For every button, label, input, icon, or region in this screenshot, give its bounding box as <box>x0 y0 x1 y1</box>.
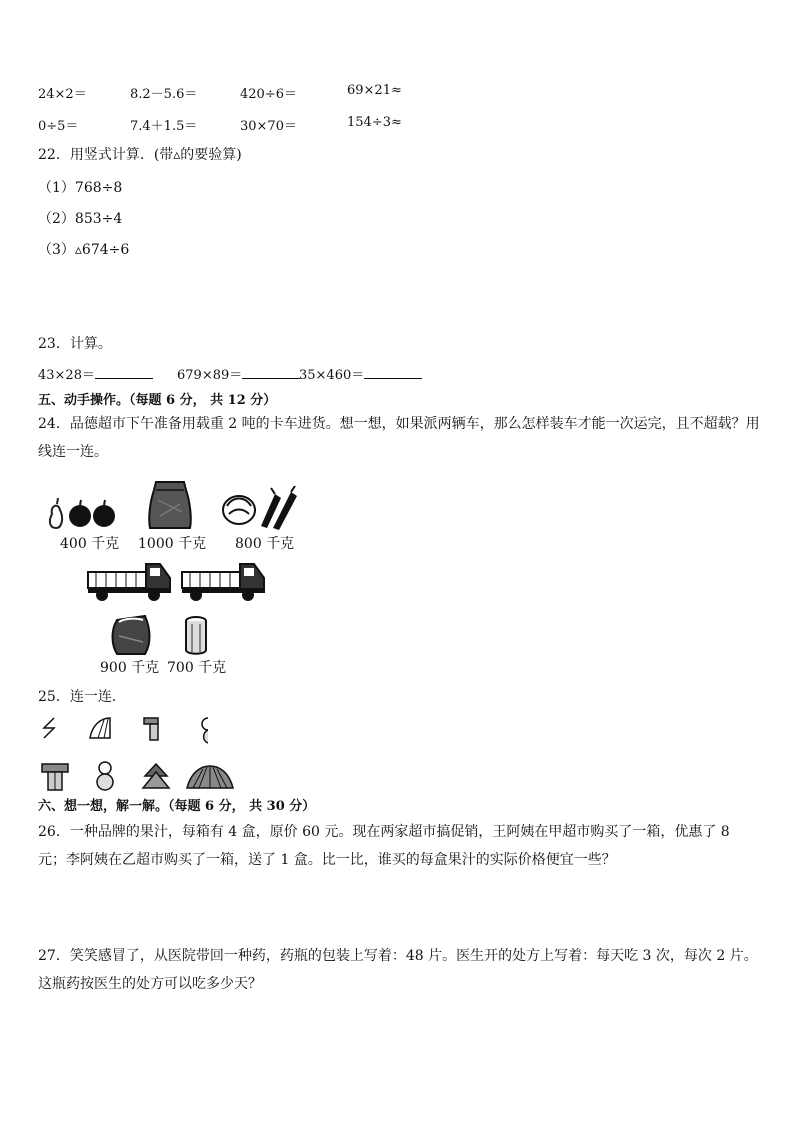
line-fragment-icon[interactable] <box>40 716 58 742</box>
barrel-icon <box>183 616 209 656</box>
goods-weight-label: 700 千克 <box>167 660 227 676</box>
truck-icon[interactable] <box>180 560 268 602</box>
question-27-text: 27．笑笑感冒了，从医院带回一种药，药瓶的包装上写着：48 片。医生开的处方上写着：每天吃 3 次，每次 2 片。这瓶药按医生的处方可以吃多少天？ <box>38 948 758 992</box>
calc-item: 8.2－5.6＝ <box>130 87 198 102</box>
goods-weight-label: 1000 千克 <box>138 536 207 552</box>
goods-weight-label: 800 千克 <box>235 536 295 552</box>
question-22-item: （2）853÷4 <box>38 211 123 227</box>
question-23-item <box>177 364 300 383</box>
calc-item: 420÷6＝ <box>240 87 297 102</box>
calc-item: 24×2＝ <box>38 87 87 102</box>
question-22-item: （1）768÷8 <box>38 180 123 196</box>
answer-blank[interactable] <box>95 366 153 379</box>
truck-icon[interactable] <box>86 560 174 602</box>
umbrella-half-icon[interactable] <box>88 716 112 740</box>
goods-weight-label: 900 千克 <box>100 660 160 676</box>
house-half-icon[interactable] <box>142 716 160 742</box>
grain-sack-icon <box>109 612 153 656</box>
vegetables-icon <box>219 486 303 532</box>
section-six-heading: 六、想一想，解一解。（每题 6 分， 共 30 分） <box>38 799 316 814</box>
calc-expression: 43×28＝ <box>38 368 95 383</box>
calc-item: 7.4＋1.5＝ <box>130 119 198 134</box>
question-24-text: 24．品德超市下午准备用载重 2 吨的卡车进货。想一想，如果派两辆车，那么怎样装车才能一次运完，且不超载？用线连一连。 <box>38 416 760 460</box>
answer-blank[interactable] <box>364 366 422 379</box>
question-23-item <box>299 364 422 383</box>
sack-icon <box>146 478 194 530</box>
section-five-heading: 五、动手操作。（每题 6 分， 共 12 分） <box>38 393 277 408</box>
snowman-icon[interactable] <box>94 760 116 792</box>
question-22-title: 22．用竖式计算．(带▵的要验算) <box>38 147 242 163</box>
question-23-title: 23．计算。 <box>38 336 112 352</box>
goods-weight-label: 400 千克 <box>60 536 120 552</box>
calc-item: 69×21≈ <box>347 83 402 98</box>
calc-item: 0÷5＝ <box>38 119 79 134</box>
calc-item: 154÷3≈ <box>347 115 402 130</box>
tree-icon[interactable] <box>141 762 171 792</box>
fruit-icon <box>46 492 118 532</box>
question-26-text: 26．一种品牌的果汁，每箱有 4 盒，原价 60 元。现在两家超市搞促销，王阿姨在甲超市购买了一箱，优惠了 8 元；李阿姨在乙超市购买了一箱，送了 1 盒。比一比，谁买的每盒果汁的实际价格便宜一些？ <box>38 824 730 868</box>
question-25-title: 25．连一连． <box>38 689 126 705</box>
umbrella-icon[interactable] <box>185 764 235 790</box>
house-icon[interactable] <box>40 762 70 792</box>
answer-blank[interactable] <box>242 366 300 379</box>
question-23-item <box>38 364 153 383</box>
calc-expression: 679×89＝ <box>177 368 243 383</box>
question-22-item: （3）▵674÷6 <box>38 242 130 258</box>
snowman-half-icon[interactable] <box>196 716 210 744</box>
calc-expression: 35×460＝ <box>299 368 365 383</box>
calc-item: 30×70＝ <box>240 119 297 134</box>
